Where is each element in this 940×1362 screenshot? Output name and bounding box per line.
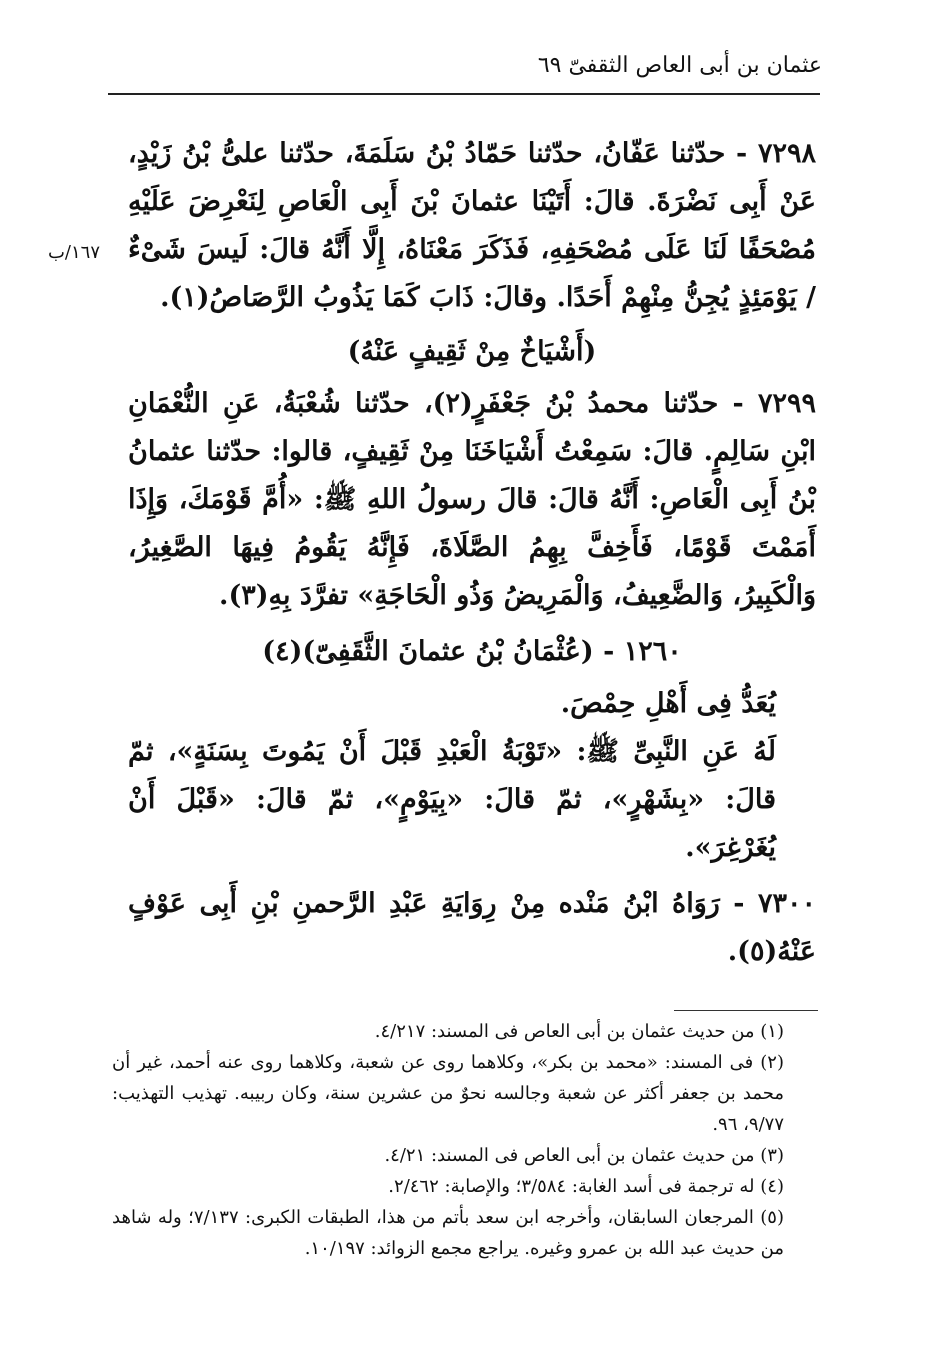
footnote-4: (٤) له ترجمة فى أسد الغابة: ٣/٥٨٤؛ والإصابة: ٢/٤٦٢. [388, 1176, 784, 1197]
footnote-1: (١) من حديث عثمان بن أبى العاص فى المسند: ٤/٢١٧. [374, 1021, 784, 1042]
hadith-7300: ٧٣٠٠ - رَوَاهُ ابْنُ مَنْده مِنْ رِوَايَةِ عَبْدِ الرَّحمنِ بْنِ أَبِى عَوْفٍ عَنْهُ(٥). [128, 888, 816, 967]
running-header: عثمان بن أبى العاص الثقفىّ ٦٩ [537, 53, 822, 78]
footnote-5: (٥) المرجعان السابقان، وأخرجه ابن سعد بأتم من هذا، الطبقات الكبرى: ٧/١٣٧؛ وله شاهد من حديث عبد الله بن عمرو وغيره. يراجع مجمع الزوائد: ١٠/١٩٧. [112, 1207, 784, 1259]
footnote-rule [674, 1010, 818, 1011]
footnote-2: (٢) فى المسند: «محمد بن بكر»، وكلاهما روى عن شعبة، وكلاهما روى عنه أحمد، غير أن محمد بن جعفر أكثر عن شعبة وجالسه نحوٌ من عشرين سنة، وكان ربيبه. تهذيب التهذيب: ٩/٧٧، ٩٦. [112, 1052, 785, 1135]
footnote-3: (٣) من حديث عثمان بن أبى العاص فى المسند: ٤/٢١. [384, 1145, 784, 1166]
entry-heading-1260: ١٢٦٠ - (عُثْمَانُ بْنُ عثمانَ الثَّقَفِىّ)(٤) [262, 636, 682, 667]
entry-hadith: لَهُ عَنِ النَّبِىِّ ﷺ: «تَوْبَةُ الْعَبْدِ قَبْلَ أَنْ يَمُوتَ بِسَنَةٍ»، ثمّ قالَ: «بِشَهْرٍ»، ثمّ قالَ: «بِيَوْمٍ»، ثمّ قالَ: «قَبْلَ أَنْ يُغَرْغِرَ». [128, 736, 776, 863]
header-rule [108, 93, 820, 95]
main-text [128, 130, 816, 976]
hadith-7298: ٧٢٩٨ - حدّثنا عَفّانُ، حدّثنا حَمّادُ بْنُ سَلَمَةَ، حدّثنا علىُّ بْنُ زَيْدٍ، عَنْ أَبِى نَضْرَةَ. قالَ: أَتَيْنَا عثمانَ بْنَ أَبِى الْعَاصِ لِنَعْرِضَ عَلَيْهِ مُصْحَفًا لَنَا عَلَى مُصْحَفِهِ، فَذَكَرَ مَعْنَاهُ، إِلَّا أَنَّهُ قالَ: لَيسَ شَىْءٌ / يَوْمَئِذٍ يُجِنُّ مِنْهِمْ أَحَدًا. وقالَ: ذَابَ كَمَا يَذُوبُ الرَّصَاصُ(١). [128, 138, 816, 313]
entry-note: يُعَدُّ فِى أَهْلِ حِمْصَ. [560, 688, 776, 719]
footnotes [112, 1016, 818, 1264]
manuscript-folio-note: ١٦٧/ب [47, 242, 101, 263]
section-heading-shaykhs: (أَشْيَاخٌ مِنْ ثَقِيفٍ عَنْهُ) [347, 336, 597, 367]
hadith-7299: ٧٢٩٩ - حدّثنا محمدُ بْنُ جَعْفَرٍ(٢)، حدّثنا شُعْبَةُ، عَنِ النُّعْمَانِ ابْنِ سَالِمٍ. قالَ: سَمِعْتُ أَشْيَاخَنَا مِنْ ثَقِيفٍ، قالوا: حدّثنا عثمانُ بْنُ أَبِى الْعَاصِ: أَنَّهُ قالَ: قالَ رسولُ اللهِ ﷺ: «أُمَّ قَوْمَكَ، وَإِذَا أَمَمْتَ قَوْمًا، فَأَخِفَّ بِهِمُ الصَّلَاةَ، فَإِنَّهُ يَقُومُ فِيهَا الصَّغِيرُ، وَالْكَبِيرُ، وَالضَّعِيفُ، وَالْمَرِيضُ وَذُو الْحَاجَةِ» تفرَّدَ بِهِ(٣). [128, 388, 816, 611]
